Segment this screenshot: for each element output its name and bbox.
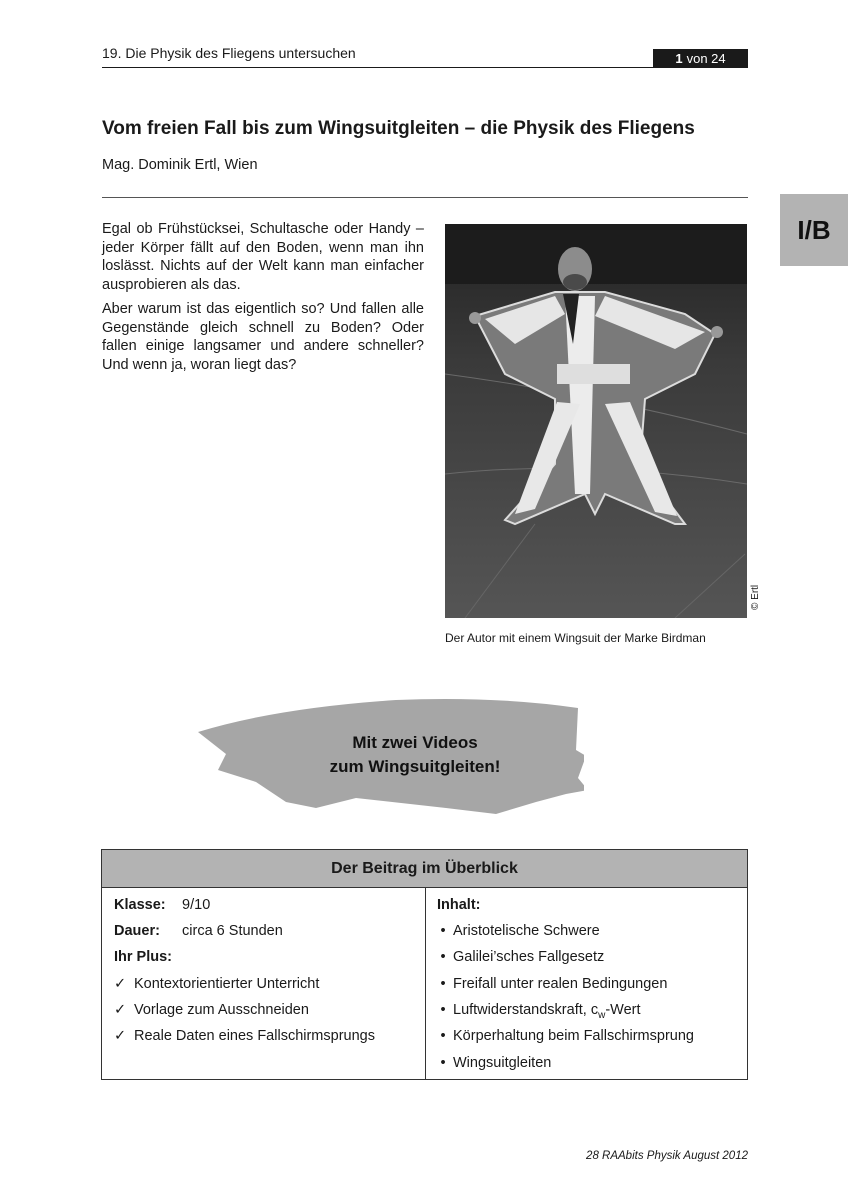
wingsuit-photo bbox=[445, 224, 747, 618]
banner-line: Mit zwei Videos bbox=[352, 733, 478, 752]
section-tab: I/B bbox=[780, 194, 848, 266]
plus-item: ✓ Reale Daten eines Fallschirmsprungs bbox=[114, 1028, 375, 1044]
page-total: von 24 bbox=[686, 51, 726, 66]
intro-paragraph: Egal ob Frühstücksei, Schultasche oder Handy – jeder Körper fällt auf den Boden, wenn man ihn loslässt. Nichts auf der Welt kann man einfacher ausprobieren als das. bbox=[102, 221, 424, 293]
wingsuit-illustration bbox=[445, 224, 747, 618]
intro-paragraph: Aber warum ist das eigentlich so? Und fallen alle Gegenstände gleich schnell zu Boden? Oder fallen einige langsamer und andere schneller? Und wenn ja, woran liegt das? bbox=[102, 301, 424, 373]
inhalt-item: • Luftwiderstandskraft, $c_w$-Wert bbox=[433, 1001, 641, 1025]
bullet-icon: • bbox=[440, 976, 446, 992]
footer-reference: 28 RAAbits Physik August 2012 bbox=[586, 1150, 748, 1162]
title-rule bbox=[102, 197, 748, 198]
series-title: 19. Die Physik des Fliegens untersuchen bbox=[102, 45, 356, 61]
bullet-icon: • bbox=[440, 1028, 446, 1044]
inhalt-item: • Galilei’sches Fallgesetz bbox=[433, 948, 604, 966]
photo-credit: © Ertl bbox=[750, 584, 761, 610]
bullet-icon: • bbox=[440, 923, 446, 939]
checkmark-icon: ✓ bbox=[114, 1028, 127, 1044]
plus-item: ✓ Vorlage zum Ausschneiden bbox=[114, 1002, 309, 1018]
cw-suffix: -Wert bbox=[605, 1002, 641, 1018]
photo-caption: Der Autor mit einem Wingsuit der Marke Birdman bbox=[445, 631, 706, 645]
dauer-value: circa 6 Stunden bbox=[182, 923, 283, 939]
bullet-icon: • bbox=[440, 949, 446, 965]
plus-item: ✓ Kontextorientierter Unterricht bbox=[114, 976, 320, 992]
inhalt-label: Inhalt: bbox=[437, 897, 481, 913]
inhalt-item: • Wingsuitgleiten bbox=[433, 1054, 551, 1072]
plus-label: Ihr Plus: bbox=[114, 949, 173, 965]
page-current: 1 bbox=[675, 51, 683, 66]
column-divider bbox=[425, 887, 426, 1079]
bullet-icon: • bbox=[440, 1055, 446, 1071]
inhalt-item: • Freifall unter realen Bedingungen bbox=[433, 975, 667, 993]
klasse-row bbox=[114, 896, 210, 914]
klasse-value: 9/10 bbox=[182, 897, 211, 913]
klasse-label: Klasse: bbox=[114, 897, 166, 913]
cw-subscript: w bbox=[598, 1009, 606, 1021]
banner-line: zum Wingsuitgleiten! bbox=[329, 757, 501, 776]
bullet-icon: • bbox=[440, 1002, 446, 1018]
checkmark-icon: ✓ bbox=[114, 1002, 127, 1018]
video-banner bbox=[260, 731, 570, 779]
header-rule bbox=[102, 67, 748, 68]
inhalt-item: • Aristotelische Schwere bbox=[433, 922, 600, 940]
article-author: Mag. Dominik Ertl, Wien bbox=[102, 157, 258, 173]
page-counter bbox=[653, 49, 748, 68]
overview-table bbox=[101, 849, 748, 1080]
inhalt-item: • Körperhaltung beim Fallschirmsprung bbox=[433, 1027, 694, 1045]
article-title: Vom freien Fall bis zum Wingsuitgleiten – die Physik des Fliegens bbox=[102, 118, 695, 139]
dauer-label: Dauer: bbox=[114, 923, 160, 939]
dauer-row bbox=[114, 922, 283, 940]
overview-heading: Der Beitrag im Überblick bbox=[102, 850, 747, 888]
checkmark-icon: ✓ bbox=[114, 976, 127, 992]
